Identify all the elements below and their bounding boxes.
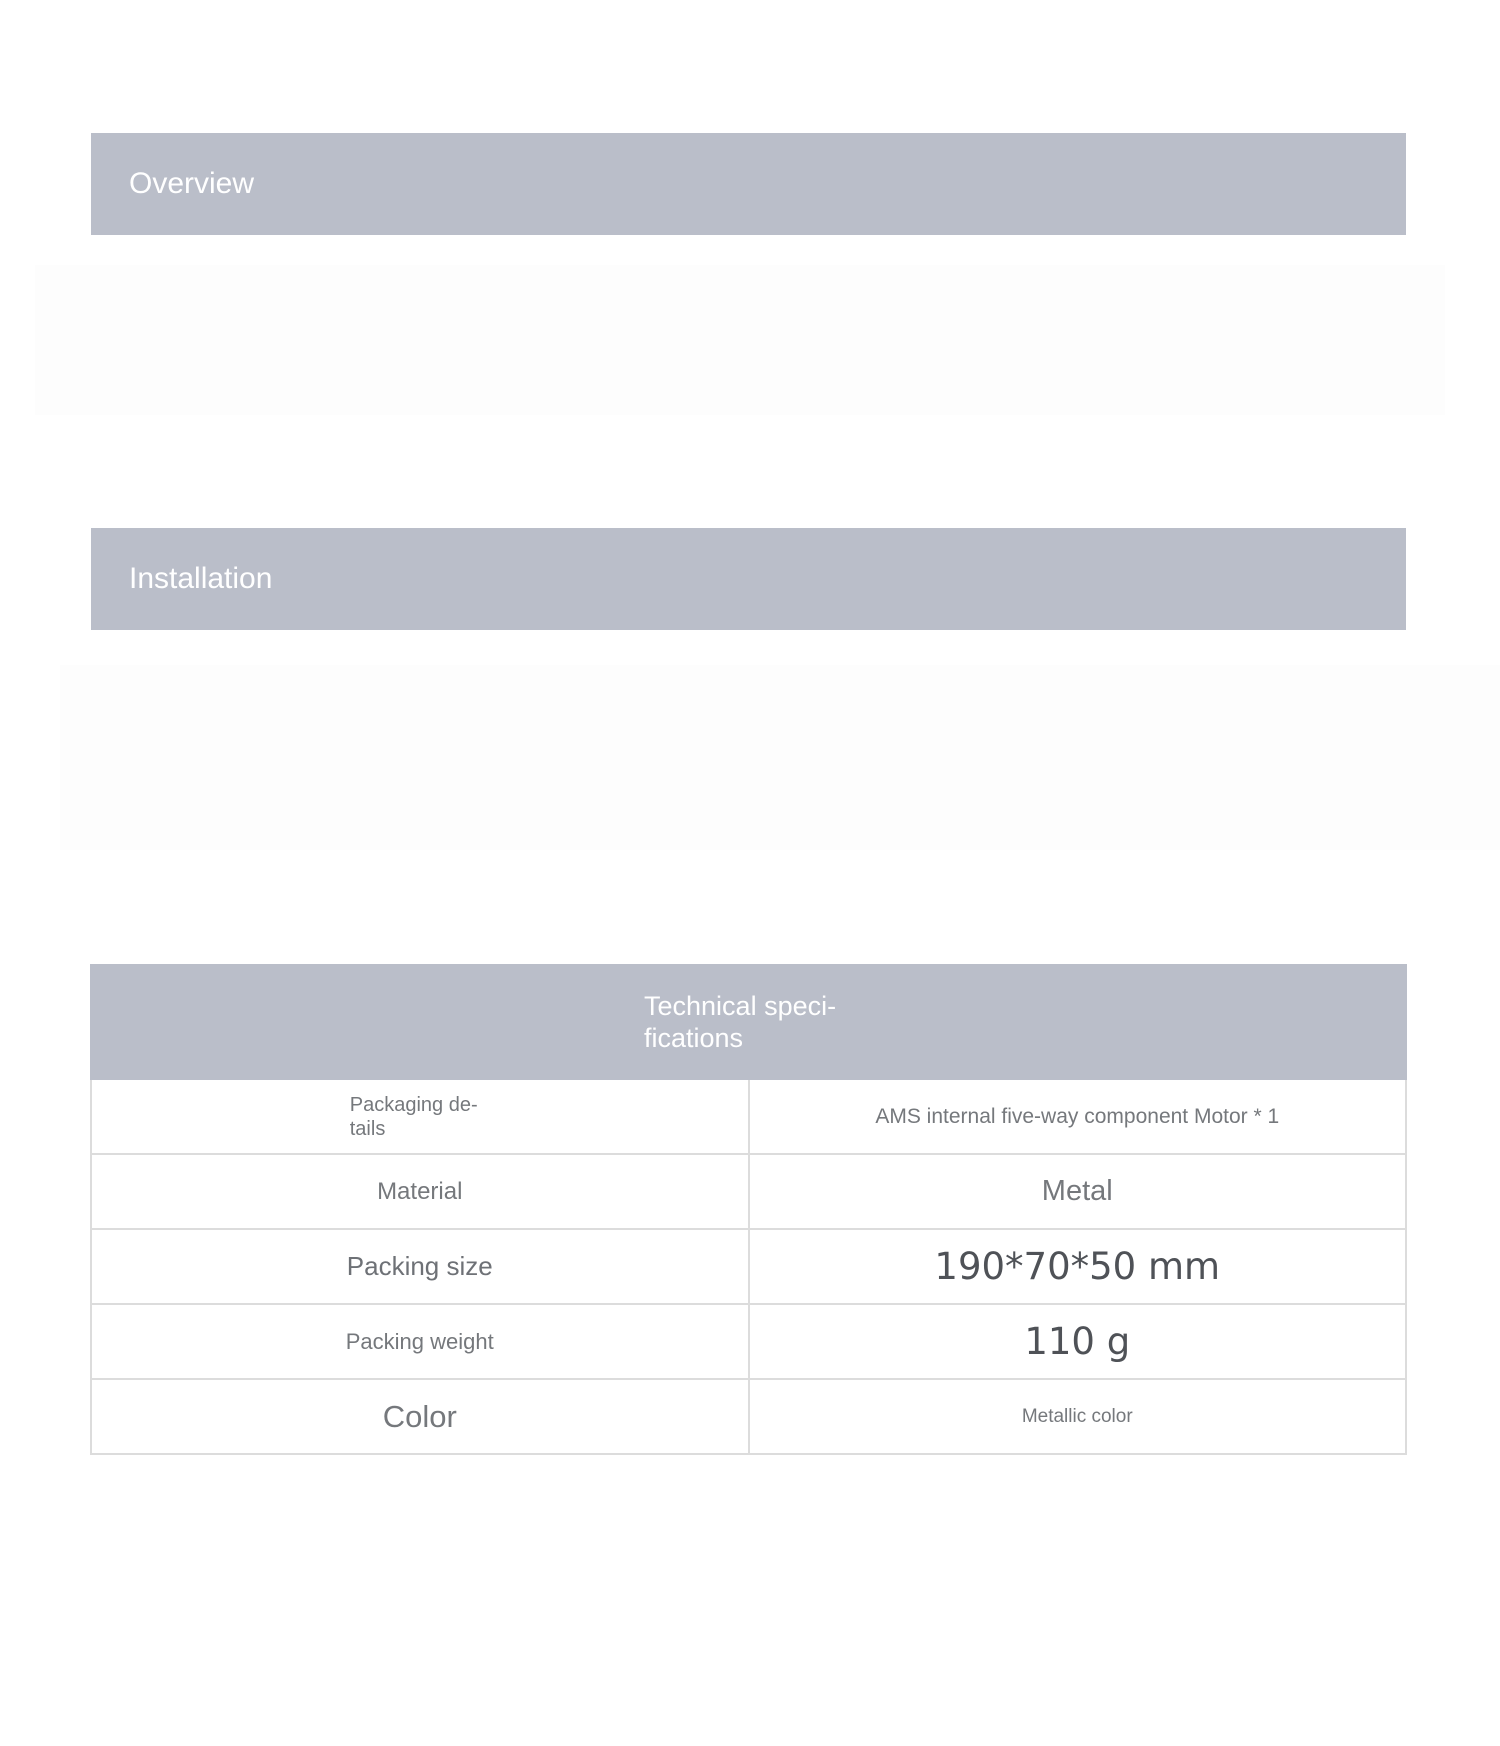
spec-label: Material	[377, 1177, 463, 1205]
spec-label: Packing weight	[345, 1328, 494, 1354]
overview-content	[35, 265, 1445, 415]
spec-table-header-row	[91, 965, 1406, 1079]
table-row	[91, 1379, 1406, 1454]
table-row	[91, 1304, 1406, 1379]
spec-label-cell	[91, 1304, 749, 1379]
spec-label: Packaging de- tails	[349, 1093, 478, 1140]
technical-specifications-table	[90, 964, 1407, 1455]
table-row	[91, 1079, 1406, 1154]
spec-value: Metallic color	[749, 1379, 1407, 1454]
spec-label: Packing size	[346, 1251, 493, 1281]
overview-title: Overview	[129, 167, 255, 200]
spec-value: AMS internal five-way component Motor * 1	[749, 1079, 1407, 1154]
spec-label-cell	[91, 1229, 749, 1304]
spec-label-cell	[91, 1379, 749, 1454]
spec-label-cell	[91, 1154, 749, 1229]
overview-header	[91, 133, 1406, 235]
spec-table-title: Technical speci- fications	[644, 991, 837, 1053]
table-row	[91, 1229, 1406, 1304]
table-row	[91, 1154, 1406, 1229]
installation-title: Installation	[129, 562, 273, 595]
spec-label-cell	[91, 1079, 749, 1154]
installation-header	[91, 528, 1406, 630]
spec-label: Color	[382, 1398, 457, 1434]
spec-table-header	[91, 965, 1406, 1079]
spec-value: 110 g	[749, 1304, 1407, 1379]
spec-value: Metal	[749, 1154, 1407, 1229]
installation-content	[60, 665, 1500, 850]
spec-value: 190*70*50 mm	[749, 1229, 1407, 1304]
